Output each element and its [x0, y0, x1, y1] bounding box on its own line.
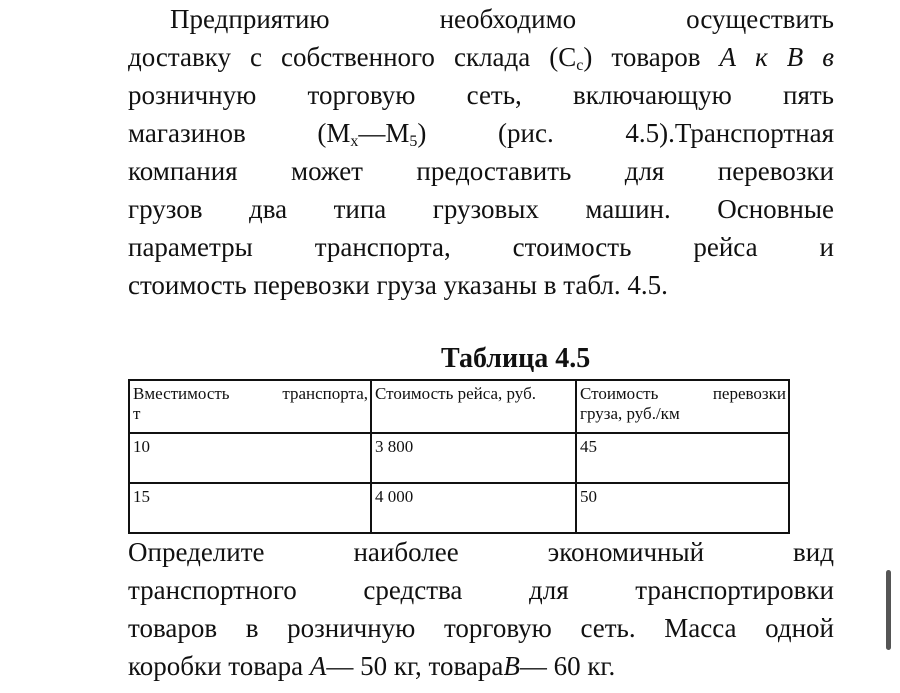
text-line: транспортного средства для транспортировки [128, 575, 834, 605]
table-caption: Таблица 4.5 [441, 343, 591, 374]
header-cell-freight-cost: Стоимость перевозки груза, руб./км [576, 380, 789, 433]
table-cell: 4 000 [371, 483, 576, 533]
text-line: доставку с собственного склада $(С_с)$ товаров А к В в [128, 42, 834, 74]
text-line: стоимость перевозки груза указаны в табл. 4.5. [128, 270, 668, 300]
text-line: компания может предоставить для перевозки [128, 156, 834, 186]
goods-names: А к В в [719, 42, 834, 72]
text-line: параметры транспорта, стоимость рейса и [128, 232, 834, 262]
table-row [129, 433, 789, 483]
table-header-row [129, 380, 789, 433]
table-cell: 10 [129, 433, 371, 483]
header-cell-capacity: Вместимость транспорта, т [129, 380, 371, 433]
task-paragraph-intro [128, 0, 834, 304]
text-line: грузов два типа грузовых машин. Основные [128, 194, 834, 224]
transport-parameters-table [128, 379, 790, 534]
table-row [129, 483, 789, 533]
table-cell: 45 [576, 433, 789, 483]
task-paragraph-question [128, 533, 834, 685]
text-line: магазинов $(М_х—М_5)$ (рис. 4.5).Транспортная [128, 118, 834, 150]
header-cell-trip-cost: Стоимость рейса, руб. [371, 380, 576, 433]
text-line: розничную торговую сеть, включающую пять [128, 80, 834, 110]
text-line: товаров в розничную торговую сеть. Масса одной [128, 613, 834, 643]
table-cell: 3 800 [371, 433, 576, 483]
text-line: Предприятию необходимо осуществить [170, 4, 834, 34]
text-line: коробки товара А— 50 кг, товараВ— 60 кг. [128, 651, 616, 681]
table-cell: 50 [576, 483, 789, 533]
text-line: Определите наиболее экономичный вид [128, 537, 834, 567]
vertical-scrollbar[interactable] [886, 570, 891, 650]
table-cell: 15 [129, 483, 371, 533]
